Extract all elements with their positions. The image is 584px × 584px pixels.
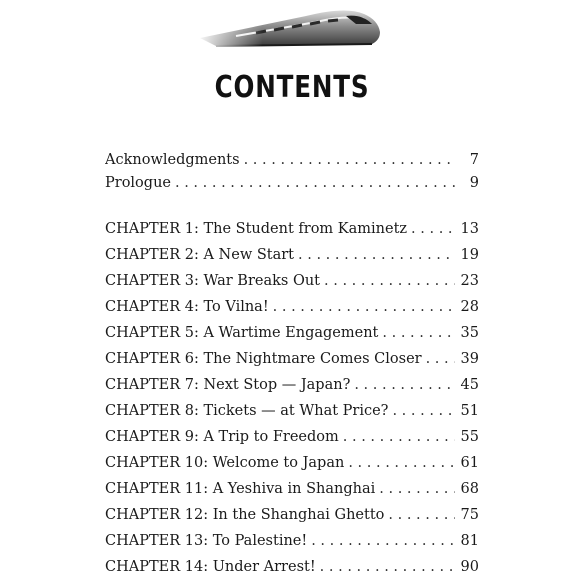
toc-entry-label: CHAPTER 7: Next Stop — Japan? [105, 377, 351, 393]
toc-entry-chapter-9 [105, 429, 479, 449]
toc-entry-chapter-4 [105, 299, 479, 319]
toc-entry-page: 75 [460, 507, 479, 523]
toc-entry-label: CHAPTER 1: The Student from Kaminetz [105, 221, 408, 237]
dot-leader [388, 507, 454, 523]
toc-entry-label: CHAPTER 2: A New Start [105, 247, 295, 263]
toc-entry-chapter-3 [105, 273, 479, 293]
toc-entry-label: CHAPTER 14: Under Arrest! [105, 559, 316, 575]
toc-entry-chapter-14 [105, 559, 479, 579]
toc-entry-chapter-10 [105, 455, 479, 475]
toc-entry-acknowledgments [105, 152, 479, 172]
toc-entry-chapter-7 [105, 377, 479, 397]
toc-entry-chapter-5 [105, 325, 479, 345]
toc-entry-label: CHAPTER 3: War Breaks Out [105, 273, 321, 289]
toc-entry-page: 19 [460, 247, 479, 263]
toc-entry-page: 90 [460, 559, 479, 575]
dot-leader [382, 325, 454, 341]
toc-entry-chapter-8 [105, 403, 479, 423]
toc-entry-page: 7 [469, 152, 479, 168]
toc-entry-page: 51 [460, 403, 479, 419]
dot-leader [354, 377, 454, 393]
toc-entry-chapter-6 [105, 351, 479, 371]
toc-entry-label: CHAPTER 5: A Wartime Engagement [105, 325, 379, 341]
toc-entry-page: 55 [460, 429, 479, 445]
toc-entry-label: CHAPTER 13: To Palestine! [105, 533, 308, 549]
dot-leader [320, 559, 455, 575]
dot-leader [343, 429, 455, 445]
toc-entry-chapter-2 [105, 247, 479, 267]
toc-entry-chapter-13 [105, 533, 479, 553]
toc-entry-chapter-12 [105, 507, 479, 527]
dot-leader [426, 351, 455, 367]
toc-entry-label: CHAPTER 8: Tickets — at What Price? [105, 403, 389, 419]
dot-leader [298, 247, 455, 263]
toc-entry-prologue [105, 175, 479, 195]
train-illustration [196, 2, 386, 52]
toc-entry-page: 13 [460, 221, 479, 237]
toc-entry-label: CHAPTER 11: A Yeshiva in Shanghai [105, 481, 376, 497]
dot-leader [324, 273, 455, 289]
toc-entry-label: CHAPTER 4: To Vilna! [105, 299, 269, 315]
dot-leader [411, 221, 455, 237]
toc-entry-label: CHAPTER 9: A Trip to Freedom [105, 429, 339, 445]
dot-leader [244, 152, 455, 168]
toc-entry-page: 81 [460, 533, 479, 549]
dot-leader [348, 455, 454, 471]
toc-entry-label: CHAPTER 6: The Nightmare Comes Closer [105, 351, 422, 367]
dot-leader [392, 403, 454, 419]
toc-entry-page: 45 [460, 377, 479, 393]
toc-entry-page: 23 [460, 273, 479, 289]
toc-entry-page: 9 [469, 175, 479, 191]
dot-leader [311, 533, 454, 549]
toc-entry-page: 35 [460, 325, 479, 341]
toc-entry-label: Prologue [105, 175, 171, 191]
dot-leader [273, 299, 455, 315]
dot-leader [175, 175, 455, 191]
toc-entry-label: Acknowledgments [105, 152, 240, 168]
toc-entry-page: 39 [460, 351, 479, 367]
toc-entry-page: 68 [460, 481, 479, 497]
toc-entry-page: 61 [460, 455, 479, 471]
toc-entry-label: CHAPTER 12: In the Shanghai Ghetto [105, 507, 385, 523]
toc-entry-chapter-1 [105, 221, 479, 241]
toc-entry-chapter-11 [105, 481, 479, 501]
toc-entry-label: CHAPTER 10: Welcome to Japan [105, 455, 345, 471]
page-title: CONTENTS [214, 70, 370, 105]
dot-leader [379, 481, 454, 497]
toc-entry-page: 28 [460, 299, 479, 315]
